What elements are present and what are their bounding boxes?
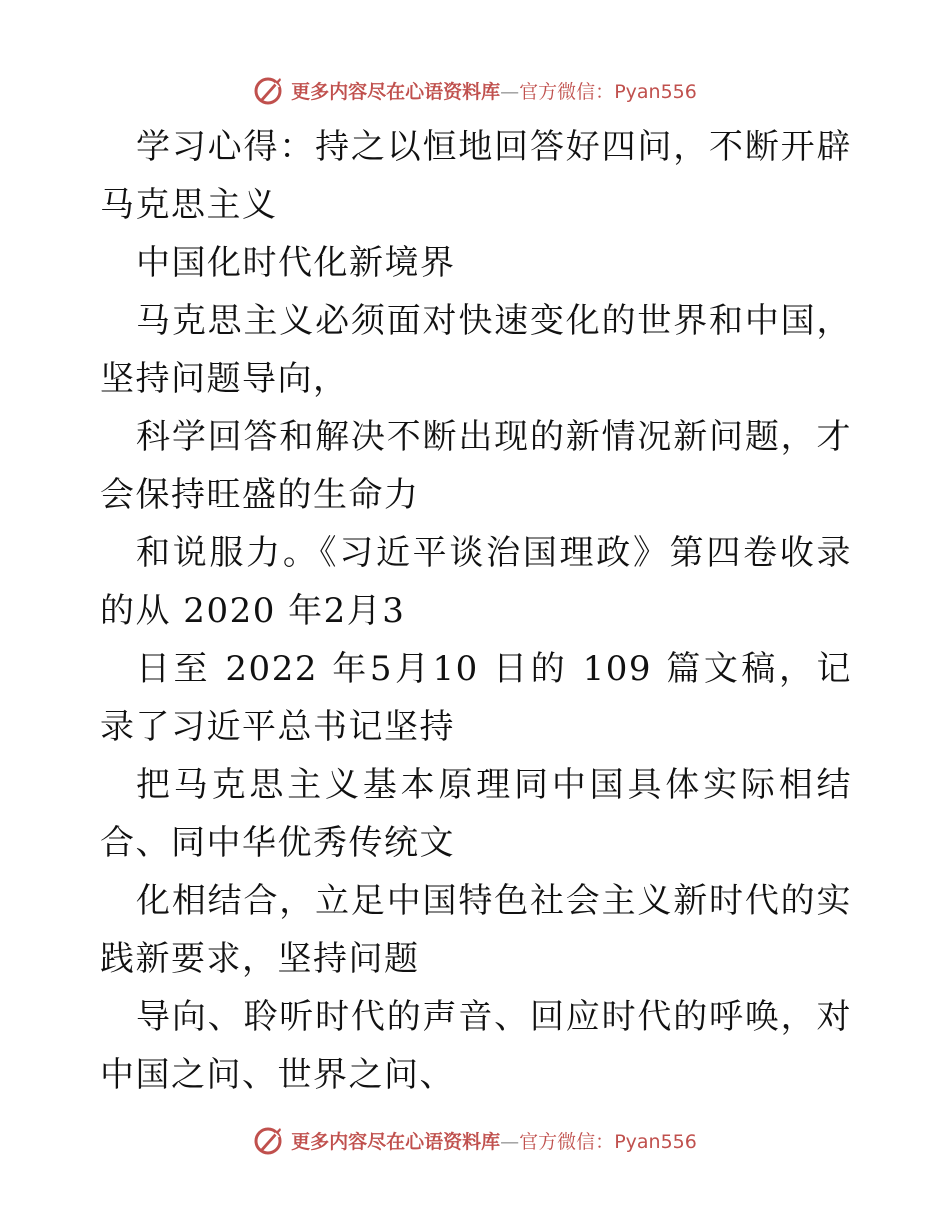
- header-text-dash: —: [500, 80, 520, 103]
- footer-text-main: 更多内容尽在心语资料库: [291, 1130, 501, 1153]
- paragraph-8: 化相结合，立足中国特色社会主义新时代的实践新要求，坚持问题: [100, 881, 852, 979]
- paragraph-2: 中国化时代化新境界: [136, 243, 456, 283]
- footer-text: [291, 1127, 697, 1154]
- footer-text-wechat-id: Pyan556: [614, 1130, 697, 1153]
- footer-text-tail: 官方微信：: [519, 1130, 615, 1153]
- pen-circle-logo-icon: [253, 74, 285, 106]
- header-text-wechat-id: Pyan556: [614, 80, 697, 103]
- paragraph-9: 导向、聆听时代的声音、回应时代的呼唤，对中国之问、世界之问、: [100, 997, 852, 1095]
- paragraph-7: 把马克思主义基本原理同中国具体实际相结合、同中华优秀传统文: [100, 765, 852, 863]
- header-text-main: 更多内容尽在心语资料库: [291, 80, 501, 103]
- paragraph-5: 和说服力。《习近平谈治国理政》第四卷收录的从 2020 年2月3: [100, 533, 852, 631]
- paragraph-6: 日至 2022 年5月10 日的 109 篇文稿，记录了习近平总书记坚持: [100, 649, 852, 747]
- paragraph-1: 学习心得：持之以恒地回答好四问，不断开辟马克思主义: [100, 127, 852, 225]
- footer-banner: [0, 1120, 950, 1160]
- footer-text-dash: —: [500, 1130, 520, 1153]
- header-text-tail: 官方微信：: [519, 80, 615, 103]
- paragraph-3: 马克思主义必须面对快速变化的世界和中国，坚持问题导向，: [100, 301, 852, 399]
- header-text: [291, 77, 697, 104]
- document-body: [100, 118, 852, 1104]
- pen-circle-logo-icon: [253, 1124, 285, 1156]
- header-banner: [0, 70, 950, 110]
- paragraph-4: 科学回答和解决不断出现的新情况新问题，才会保持旺盛的生命力: [100, 417, 852, 515]
